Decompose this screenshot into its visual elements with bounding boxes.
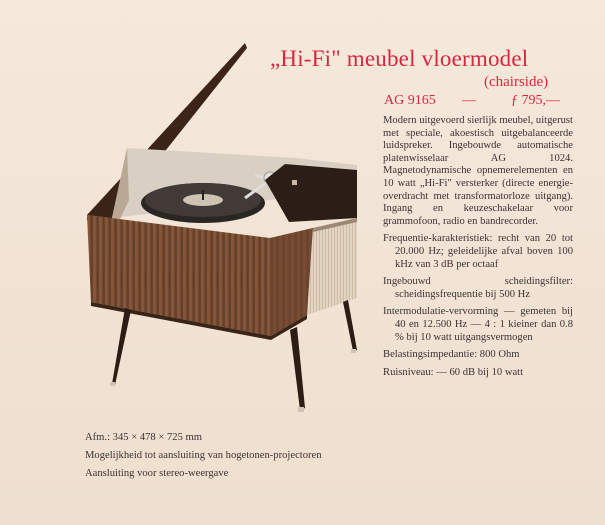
hifi-cabinet-illustration xyxy=(85,40,385,425)
amplifier-cover xyxy=(265,164,357,222)
projector-note: Mogelijkheid tot aansluiting van hogetonen-projectoren xyxy=(85,450,322,461)
description-text: Modern uitgevoerd sierlijk meubel, uitgerust met speciale, akoestisch uitgebalanceerde luidspreker. Ingebouwde automatische platenwisselaar AG 1024. Magnetodynamische opnemerelementen en 10 watt „Hi-Fi" versterker (directe energie-overdracht met transformatorloze uitgang). Ingang en keuzeschakelaar voor grammofoon, radio en bandrecorder. xyxy=(383,115,573,227)
spec-column xyxy=(383,115,573,384)
model-dash: — xyxy=(462,93,476,108)
spec-item: Intermodulatie-vervorming — gemeten bij 40 en 12.500 Hz — 4 : 1 kieiner dan 0.8 % bij 10 watt uitgangsvermogen xyxy=(383,306,573,343)
dimensions-note: Afm.: 345 × 478 × 725 mm xyxy=(85,432,203,443)
page-subtitle: (chairside) xyxy=(484,74,549,90)
leg-left xyxy=(112,308,131,385)
bottom-notes xyxy=(85,429,322,483)
stereo-note: Aansluiting voor stereo-weergave xyxy=(85,468,229,479)
spec-item: Ruisniveau: — 60 dB bij 10 watt xyxy=(383,366,524,378)
model-code: AG 9165 xyxy=(384,93,436,108)
model-price: ƒ 795,— xyxy=(511,93,560,108)
leg-front xyxy=(290,327,305,410)
spec-item: Frequentie-karakteristiek: recht van 20 tot 20.000 Hz; geleidelijke afval boven 100 kHz van 3 dB per octaaf xyxy=(383,233,573,270)
speaker-grille xyxy=(307,218,357,315)
leg-right xyxy=(343,300,357,351)
spec-item: Ingebouwd scheidingsfilter: scheidingsfrequentie bij 500 Hz xyxy=(383,276,573,300)
spec-item: Belastingsimpedantie: 800 Ohm xyxy=(383,349,520,361)
page-title: „Hi-Fi" meubel vloermodel xyxy=(270,46,529,71)
